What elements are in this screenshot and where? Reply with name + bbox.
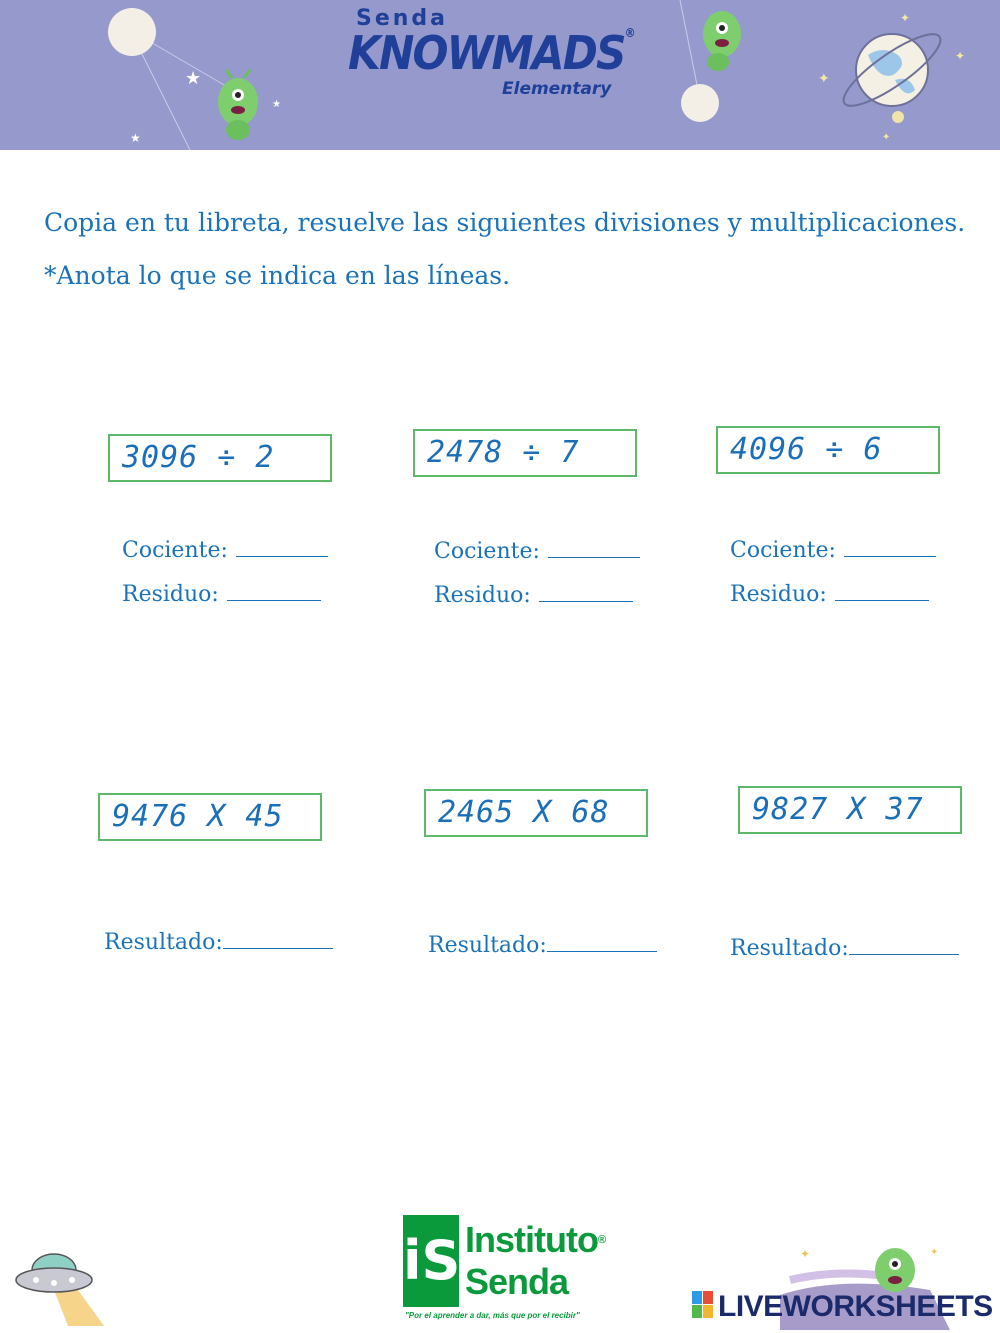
remainder-answer-line[interactable] [835,580,929,601]
moon-icon [681,84,719,122]
result-answer-line[interactable] [849,934,959,955]
division-problem-2: 2478 ÷ 7 [413,429,637,477]
result-label: Resultado: [104,930,223,955]
result-answer-line[interactable] [223,928,333,949]
header-banner [0,0,1000,150]
brand-title-text: KNOWMADS [348,26,625,80]
logo-text [465,1219,605,1303]
svg-text:★: ★ [272,99,281,110]
remainder-answer-line[interactable] [539,581,633,602]
svg-text:★: ★ [185,68,202,89]
quotient-label: Cociente: [122,538,228,563]
svg-text:✦: ✦ [900,11,911,25]
brand-title [348,26,634,80]
result-answer-line[interactable] [547,931,657,952]
division-problem-1: 3096 ÷ 2 [108,434,332,482]
remainder-answer-line[interactable] [227,580,321,601]
logo-registered-mark: ® [597,1234,606,1246]
quotient-row-1 [122,536,328,563]
svg-text:★: ★ [130,131,141,145]
multiplication-problem-2: 2465 X 68 [424,789,648,837]
multiplication-problem-1: 9476 X 45 [98,793,322,841]
remainder-label: Residuo: [122,582,219,607]
ufo-icon [14,1238,110,1330]
remainder-row-2 [434,581,633,608]
logo-mark: iS [403,1215,459,1307]
logo-line-2: Senda [465,1261,569,1302]
liveworksheets-badge-icon [692,1291,714,1319]
instruction-line-2: *Anota lo que se indica en las líneas. [44,261,511,290]
quotient-answer-line[interactable] [844,536,936,557]
remainder-row-1 [122,580,321,607]
division-problem-3: 4096 ÷ 6 [716,426,940,474]
multiplication-problem-3: 9827 X 37 [738,786,962,834]
result-row-3 [730,934,959,961]
planet-icon [835,24,948,117]
brand-small-text: Senda [356,6,449,31]
quotient-row-2 [434,537,640,564]
brand-subtitle: Elementary [502,79,612,99]
quotient-label: Cociente: [730,538,836,563]
liveworksheets-watermark [692,1290,993,1330]
instructions [44,196,964,302]
instituto-senda-logo [403,1213,606,1323]
quotient-row-3 [730,536,936,563]
svg-text:✦: ✦ [882,132,891,143]
brand-logo [346,4,656,104]
logo-line-1: Instituto® [465,1219,606,1260]
quotient-answer-line[interactable] [236,536,328,557]
quotient-label: Cociente: [434,539,540,564]
svg-text:✦: ✦ [955,49,966,63]
logo-tagline: "Por el aprender a dar, más que por el recibir" [405,1311,580,1320]
remainder-row-3 [730,580,929,607]
remainder-label: Residuo: [434,583,531,608]
instruction-line-1: Copia en tu libreta, resuelve las siguientes divisiones y multiplicaciones. [44,208,966,237]
svg-text:✦: ✦ [800,1247,811,1261]
watermark-text: LIVEWORKSHEETS [718,1290,993,1323]
quotient-answer-line[interactable] [548,537,640,558]
remainder-label: Residuo: [730,582,827,607]
result-label: Resultado: [428,933,547,958]
moon-icon [108,8,156,56]
alien-icon [218,70,258,140]
svg-text:✦: ✦ [930,1247,939,1258]
registered-mark: ® [624,26,634,40]
alien-icon [703,11,741,71]
result-row-2 [428,931,657,958]
svg-text:✦: ✦ [818,71,830,87]
result-label: Resultado: [730,936,849,961]
result-row-1 [104,928,333,955]
